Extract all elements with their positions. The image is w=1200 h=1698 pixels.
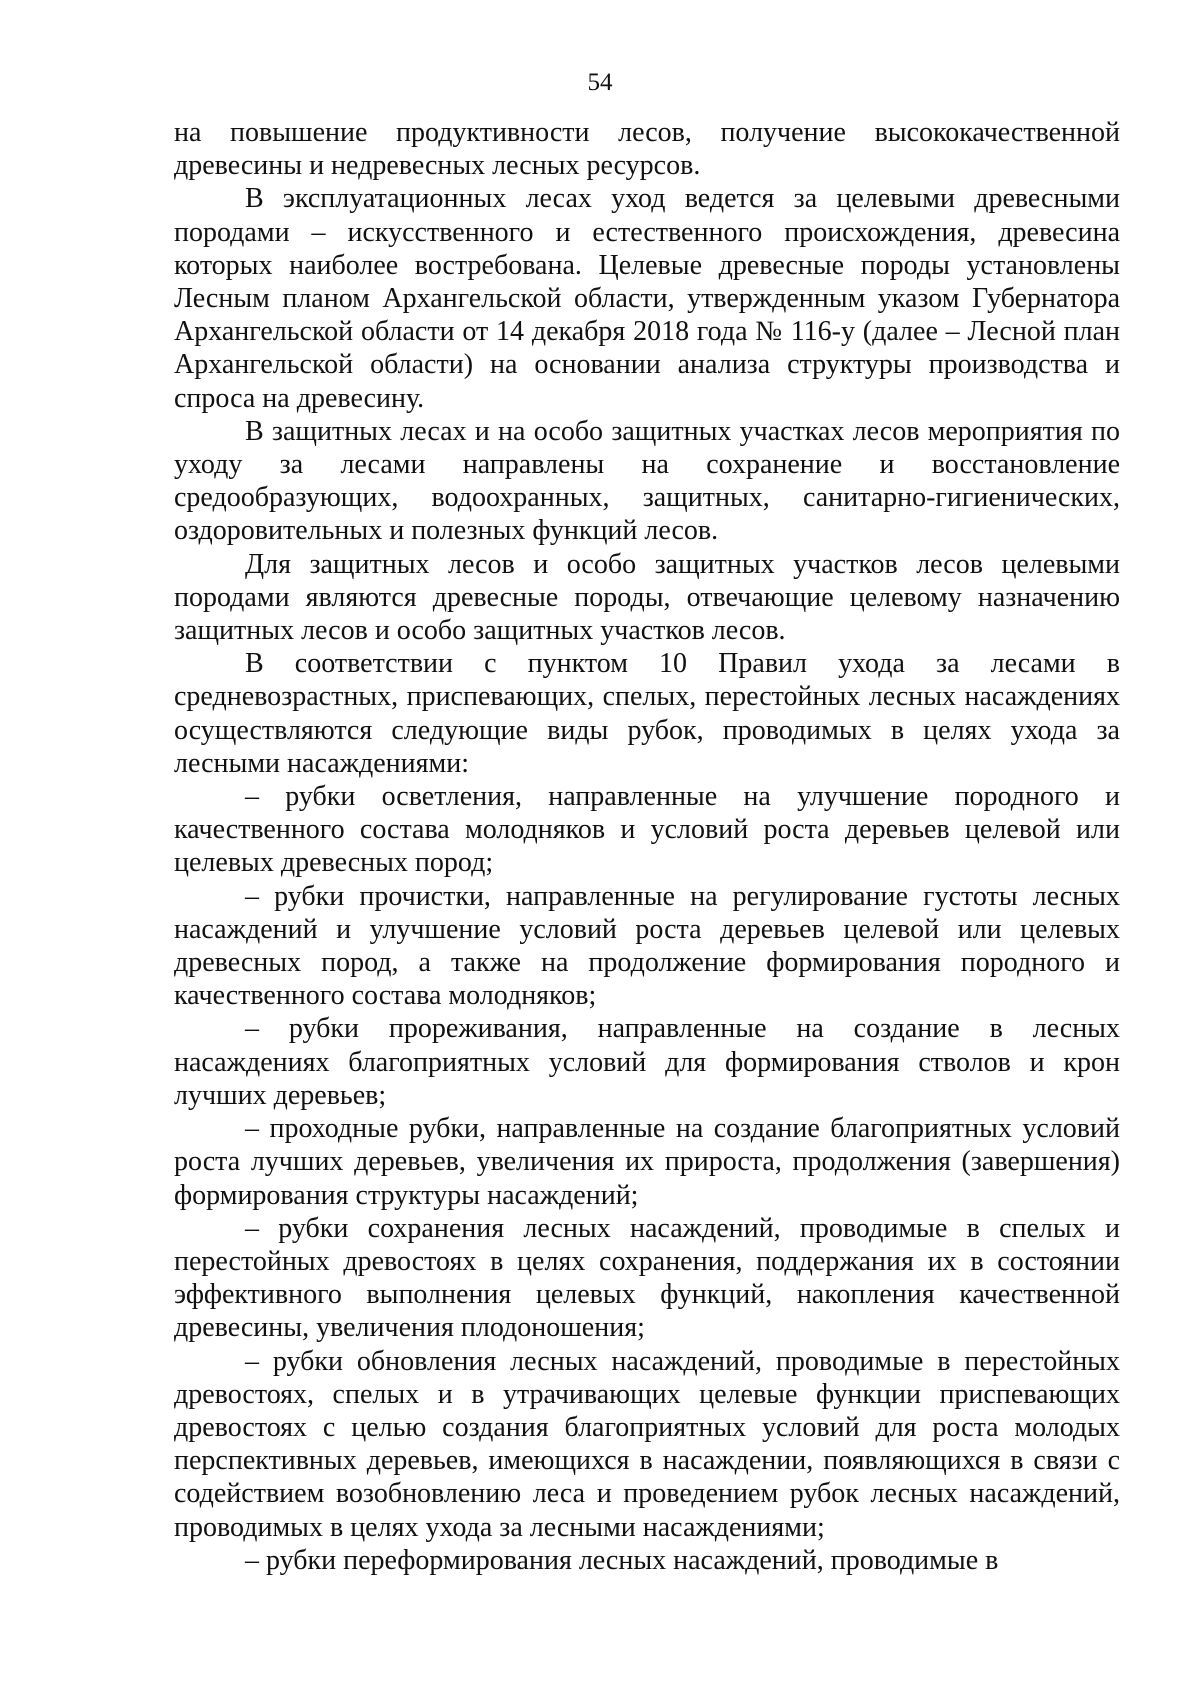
list-item-cleaning-felling: – рубки прочистки, направленные на регулирование густоты лесных насаждений и улучшение условий роста деревьев целевой или целевых древесных пород, а также на продолжение формирования породного и качественного состава молодняков; — [174, 880, 1120, 1012]
list-item-passage-felling: – проходные рубки, направленные на создание благоприятных условий роста лучших деревьев, увеличения их прироста, продолжения (завершения) формирования структуры насаждений; — [174, 1113, 1120, 1211]
paragraph-protective-forests: В защитных лесах и на особо защитных участках лесов мероприятия по уходу за лесами направлены на сохранение и восстановление средообразующих, водоохранных, защитных, санитарно-гигиенических, оздоровительных и полезных функций лесов. — [174, 415, 1120, 547]
list-item-thinning-felling: – рубки прореживания, направленные на создание в лесных насаждениях благоприятных условий для формирования стволов и крон лучших деревьев; — [174, 1013, 1120, 1111]
paragraph-exploitation-forests: В эксплуатационных лесах уход ведется за целевыми древесными породами – искусственного и естественного происхождения, древесина которых наиболее востребована. Целевые древесные породы установлены Лесным планом Архангельской области, утвержденным указом Губернатора Архангельской области от 14 декабря 2018 года № 116-у (далее – Лесной план Архангельской области) на основании анализа структуры производства и спроса на древесину. — [174, 183, 1120, 414]
list-item-clearing-felling: – рубки осветления, направленные на улучшение породного и качественного состава молодняков и условий роста деревьев целевой или целевых древесных пород; — [174, 781, 1120, 879]
paragraph-continuation: на повышение продуктивности лесов, получение высококачественной древесины и недревесных лесных ресурсов. — [174, 117, 1120, 182]
list-item-renewal-felling: – рубки обновления лесных насаждений, проводимые в перестойных древостоях, спелых и в утрачивающих целевые функции приспевающих древостоях с целью создания благоприятных условий для роста молодых перспективных деревьев, имеющихся в насаждении, появляющихся в связи с содействием возобновлению леса и проведением рубок лесных насаждений, проводимых в целях ухода за лесными насаждениями; — [174, 1345, 1120, 1543]
list-item-reformation-felling: – рубки переформирования лесных насаждений, проводимые в — [245, 1544, 999, 1576]
document-body — [174, 116, 1120, 1577]
paragraph-felling-types-intro: В соответствии с пунктом 10 Правил ухода за лесами в средневозрастных, приспевающих, спелых, перестойных лесных насаждениях осуществляются следующие виды рубок, проводимых в целях ухода за лесными насаждениями: — [174, 648, 1120, 779]
list-item-preservation-felling: – рубки сохранения лесных насаждений, проводимые в спелых и перестойных древостоях в целях сохранения, поддержания их в состоянии эффективного выполнения целевых функций, накопления качественной древесины, увеличения плодоношения; — [174, 1212, 1120, 1344]
paragraph-target-species: Для защитных лесов и особо защитных участков лесов целевыми породами являются древесные породы, отвечающие целевому назначению защитных лесов и особо защитных участков лесов. — [174, 548, 1120, 647]
page-number: 54 — [587, 69, 613, 96]
